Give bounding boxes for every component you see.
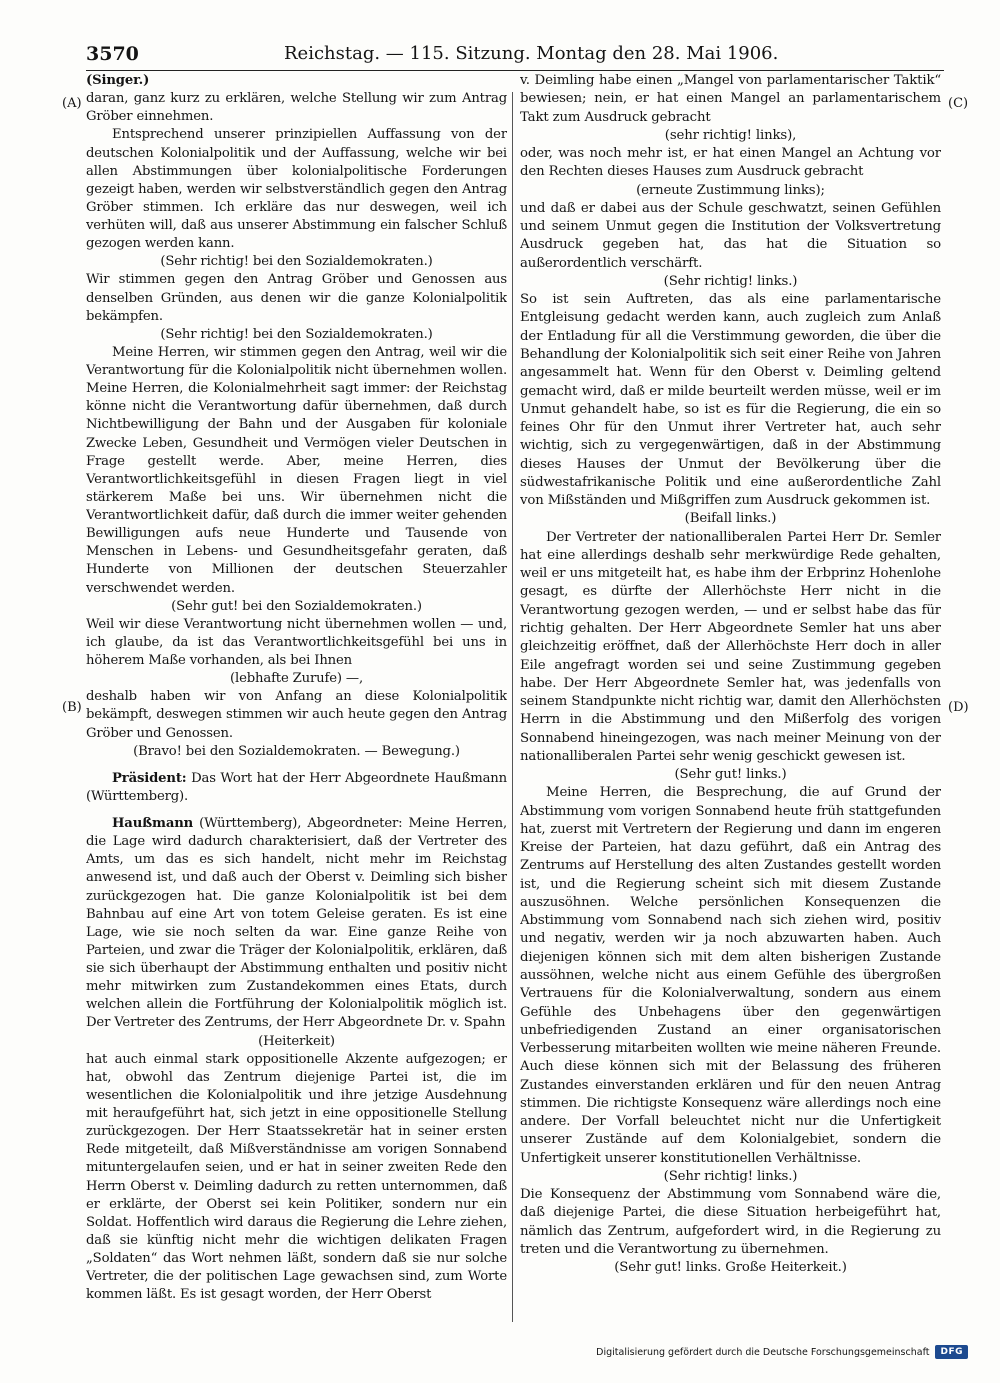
paragraph: Die Konsequenz der Abstimmung vom Sonnabend wäre die, daß diejenige Partei, die diese Situation herbeigeführt hat, nämlich das Zentrum, aufgefordert wird, in die Regierung zu treten und die Verantwortung zu übernehmen. — [520, 1187, 941, 1257]
paragraph: daran, ganz kurz zu erklären, welche Stellung wir zum Antrag Gröber einnehmen. — [86, 91, 507, 125]
interjection: (Beifall links.) — [684, 511, 777, 527]
paragraph: Wir stimmen gegen den Antrag Gröber und Genossen aus denselben Gründen, aus denen wir die ganze Kolonialpolitik bekämpfen. — [86, 272, 507, 324]
header-rule — [86, 70, 944, 71]
speaker-name: Haußmann — [112, 816, 194, 831]
speaker-name: Präsident: — [112, 770, 187, 786]
paragraph: v. Deimling habe einen „Mangel von parlamentarischer Taktik“ bewiesen; nein, er hat einen Mangel an parlamentarischem Takt zum Ausdruck gebracht — [520, 73, 941, 125]
margin-marker-b: (B) — [62, 700, 82, 715]
paragraph: (Singer.) — [86, 73, 150, 88]
interjection: (erneute Zustimmung links); — [636, 182, 825, 198]
paragraph: Präsident: Das Wort hat der Herr Abgeordnete Haußmann (Württemberg). — [86, 770, 507, 804]
paragraph: Meine Herren, die Besprechung, die auf Grund der Abstimmung vom vorigen Sonnabend heute früh stattgefunden hat, zuerst mit Vertretern der Regierung und dann im engeren Kreise der Parteien, hat dazu geführt, daß ein Antrag des Zentrums auf Herstellung des alten Zustandes gestellt worden ist, und die Regierung scheint sich mit diesem Zustande auszusöhnen. Welche persönlichen Konsequenzen die Abstimmung vom Sonnabend nach sich ziehen wird, positiv und negativ, werden wir ja noch abzuwarten haben. Auch diejenigen können sich mit dem alten bisherigen Zustande aussöhnen, welche nicht aus einem Gefühle des übergroßen Vertrauens für die Kolonialverwaltung, sondern aus einem Gefühle des Unbehagens über den gegenwärtigen unbefriedigenden Zustand an einer organisatorischen Verbesserung mitarbeiten wollten wie meine näheren Freunde. Auch diese können sich mit der Belassung des früheren Zustandes einverstanden erklären und für den neuen Antrag stimmen. Die richtigste Konsequenz wäre allerdings noch eine andere. Der Vorfall beleuchtet nicht nur die Unfertigkeit unserer Zustände auf dem Kolonialgebiet, sondern die Unfertigkeit unserer konstitutionellen Verhältnisse. — [520, 785, 941, 1166]
interjection: (Sehr gut! links. Große Heiterkeit.) — [614, 1260, 847, 1276]
interjection: (Sehr richtig! bei den Sozialdemokraten.) — [160, 326, 433, 342]
running-title: Reichstag. — 115. Sitzung. Montag den 28. Mai 1906. — [284, 43, 779, 64]
page-footer — [596, 1345, 968, 1359]
right-column — [520, 72, 941, 1327]
interjection: (Bravo! bei den Sozialdemokraten. — Bewegung.) — [133, 743, 460, 759]
interjection: (sehr richtig! links), — [664, 127, 797, 143]
left-column — [86, 72, 507, 1327]
paragraph: So ist sein Auftreten, das als eine parlamentarische Entgleisung gedacht werden kann, auch zugleich zum Anlaß der Entladung für all die Verstimmung geworden, die über die Behandlung der Kolonialpolitik sich seit einer Reihe von Jahren angesammelt hat. Wenn für den Oberst v. Deimling geltend gemacht wird, daß er milde beurteilt werden müsse, weil er im Unmut gehandelt habe, so ist es für die Regierung, die ein so feines Ohr für den Unmut ihrer Vertreter hat, auch sehr wichtig, sich zu vergegenwärtigen, daß in der Abstimmung dieses Hauses der Unmut der Bevölkerung über die südwestafrikanische Politik und eine außerordentliche Zahl von Mißständen und Mißgriffen zum Ausdruck gekommen ist. — [520, 292, 941, 509]
paragraph: Meine Herren, wir stimmen gegen den Antrag, weil wir die Verantwortung für die Kolonialpolitik nicht übernehmen wollen. Meine Herren, die Kolonialmehrheit sagt immer: der Reichstag könne nicht die Verantwortung dafür übernehmen, daß durch Nichtbewilligung der Bahn und der Ausgaben für koloniale Zwecke Leben, Gesundheit und Vermögen vieler Deutschen in Frage gestellt werde. Aber, meine Herren, dies Verantwortlichkeitsgefühl in diesen Fragen liegt in viel stärkerem Maße bei uns. Wir übernehmen nicht die Verantwortlichkeit dafür, daß durch die immer weiter gehenden Bewilligungen aufs neue Hunderte und Tausende von Menschen in Lebens- und Gesundheitsgefahr geraten, daß Hunderte von Millionen der deutschen Steuerzahler verschwendet werden. — [86, 344, 507, 596]
paragraph: deshalb haben wir von Anfang an diese Kolonialpolitik bekämpft, deswegen stimmen wir auch heute gegen den Antrag Gröber und Genossen. — [86, 689, 507, 741]
paragraph: Entsprechend unserer prinzipiellen Auffassung von der deutschen Kolonialpolitik und der Auffassung, welche wir bei allen Abstimmungen über kolonialpolitische Forderungen gezeigt haben, werden wir selbstverständlich gegen den Antrag Gröber stimmen. Ich erkläre das nur deswegen, weil ich verhüten will, daß aus unserer Abstimmung ein falscher Schluß gezogen werden kann. — [86, 127, 507, 252]
interjection: (Heiterkeit) — [258, 1033, 335, 1049]
interjection: (Sehr richtig! links.) — [663, 1168, 798, 1184]
paragraph: oder, was noch mehr ist, er hat einen Mangel an Achtung vor den Rechten dieses Hauses zum Ausdruck gebracht — [520, 146, 941, 180]
paragraph: Der Vertreter der nationalliberalen Partei Herr Dr. Semler hat eine allerdings deshalb sehr merkwürdige Rede gehalten, weil er uns mitgeteilt hat, es habe ihm der Erbprinz Hohenlohe gesagt, es dürfte der Allerhöchste Herr nicht in die Verantwortung gezogen werden, — und er selbst habe das für richtig gehalten. Der Herr Abgeordnete Semler hat uns aber gleichzeitig eröffnet, daß der Allerhöchste Herr doch in aller Eile angefragt worden sei und seine Zustimmung gegeben habe. Der Herr Abgeordnete Semler hat, was jedenfalls von seinem Standpunkte nicht richtig war, damit den Allerhöchsten Herrn in die Abstimmung und den Mißerfolg des vorigen Sonnabend hineingezogen, was nach meiner Meinung von der nationalliberalen Partei sehr wenig geschickt gewesen ist. — [520, 529, 941, 764]
interjection: (Sehr gut! links.) — [674, 767, 787, 783]
paragraph: und daß er dabei aus der Schule geschwatzt, seinen Gefühlen und seinem Unmut gegen die Institution der Volksvertretung Ausdruck gegeben hat, das hat die Situation so außerordentlich verschärft. — [520, 200, 941, 271]
paragraph: hat auch einmal stark oppositionelle Akzente aufgezogen; er hat, obwohl das Zentrum diejenige Partei ist, die im wesentlichen die Kolonialpolitik und ihre jetzige Ausdehnung mit heraufgeführt hat, sich jetzt in eine oppositionelle Stellung zurückgezogen. Der Herr Staatssekretär hat in seiner ersten Rede mitgeteilt, daß Mißverständnisse am vorigen Sonnabend mituntergelaufen seien, und er hat in seiner zweiten Rede den Herrn Oberst v. Deimling dadurch zu retten unternommen, daß er erklärte, der Oberst sei kein Politiker, sondern nur ein Soldat. Hoffentlich wird daraus die Regierung die Lehre ziehen, daß sie künftig nicht mehr die wichtigen delikaten Fragen „Soldaten“ das Wort nehmen läßt, sondern daß sie nur solche Vertreter, die der politischen Lage gewachsen sind, zum Worte kommen läßt. Es ist gesagt worden, der Herr Oberst — [86, 1051, 507, 1303]
paragraph: Haußmann (Württemberg), Abgeordneter: Meine Herren, die Lage wird dadurch charakterisiert, daß der Vertreter des Amts, um das es sich handelt, nicht mehr im Reichstag anwesend ist, und daß auch der Oberst v. Deimling sich bisher zurückgezogen hat. Die ganze Kolonialpolitik ist bei dem Bahnbau auf eine Art von totem Geleise geraten. Es ist eine Lage, wie sie noch selten da war. Eine ganze Reihe von Parteien, und zwar die Träger der Kolonialpolitik, erklären, daß sie sich überhaupt der Abstimmung enthalten und positiv nicht mehr mitwirken zum Zustandekommen eines Etats, durch welchen allein die Fortführung der Kolonialpolitik möglich ist. Der Vertreter des Zentrums, der Herr Abgeordnete Dr. v. Spahn — [86, 816, 507, 1031]
dfg-logo: DFG — [935, 1345, 968, 1359]
paragraph: Weil wir diese Verantwortung nicht übernehmen wollen — und, ich glaube, da ist das Verantwortlichkeitsgefühl bei uns in höherem Maße vorhanden, als bei Ihnen — [86, 616, 507, 668]
funding-note: Digitalisierung gefördert durch die Deutsche Forschungsgemeinschaft — [596, 1346, 930, 1358]
interjection: (Sehr gut! bei den Sozialdemokraten.) — [171, 598, 422, 614]
page-header — [86, 40, 944, 70]
margin-marker-d: (D) — [948, 700, 969, 715]
margin-marker-c: (C) — [948, 96, 969, 111]
page-number: 3570 — [86, 43, 139, 65]
interjection: (Sehr richtig! links.) — [663, 273, 798, 289]
column-divider — [512, 92, 513, 1322]
interjection: (Sehr richtig! bei den Sozialdemokraten.) — [160, 254, 433, 270]
interjection: (lebhafte Zurufe) —, — [230, 671, 363, 687]
margin-marker-a: (A) — [62, 96, 82, 111]
